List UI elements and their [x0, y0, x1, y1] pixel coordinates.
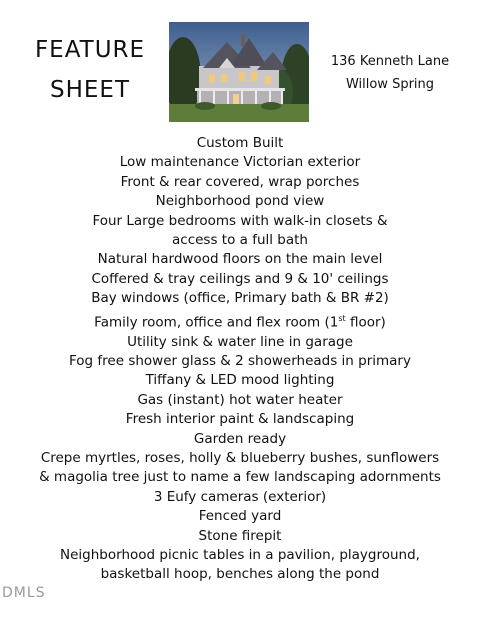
feature-item	[0, 309, 480, 333]
feature-item: Fog free shower glass & 2 showerheads in primary	[69, 352, 411, 369]
feature-item: Neighborhood picnic tables in a pavilion, playground,	[60, 547, 420, 564]
feature-item: Fenced yard	[198, 508, 282, 525]
feature-item: Garden ready	[193, 430, 287, 447]
title-line-2: SHEET	[49, 77, 130, 103]
feature-item: Coffered & tray ceilings and 9 & 10' ceilings	[91, 270, 389, 287]
feature-item: Bay windows (office, Primary bath & BR #2)	[91, 290, 389, 307]
feature-item: Tiffany & LED mood lighting	[145, 372, 335, 389]
feature-item: Stone firepit	[198, 527, 282, 544]
feature-item: Custom Built	[196, 135, 284, 151]
title-line-1: FEATURE	[34, 37, 146, 63]
property-address	[320, 50, 460, 96]
feature-item: Crepe myrtles, roses, holly & blueberry bushes, sunflowers	[40, 450, 440, 466]
feature-text-before: Family room, office and flex room (1	[94, 314, 339, 331]
feature-text-after: floor)	[345, 314, 386, 331]
feature-item: Four Large bedrooms with walk-in closets &	[92, 212, 388, 229]
feature-item: Gas (instant) hot water heater	[137, 391, 343, 408]
feature-item: 3 Eufy cameras (exterior)	[153, 488, 327, 505]
mls-watermark: DMLS	[2, 585, 46, 601]
house-photo	[169, 22, 309, 122]
feature-item: & magolia tree just to name a few landscaping adornments	[39, 469, 441, 486]
address-street: 136 Kenneth Lane	[330, 54, 450, 69]
feature-list	[0, 134, 480, 585]
feature-item: access to a full bath	[172, 232, 308, 249]
victorian-house-icon	[169, 22, 309, 122]
feature-item: Neighborhood pond view	[155, 193, 325, 210]
feature-superscript: st	[338, 313, 346, 323]
feature-item: Fresh interior paint & landscaping	[125, 411, 355, 428]
feature-item: Low maintenance Victorian exterior	[119, 154, 361, 171]
address-city: Willow Spring	[345, 77, 435, 92]
feature-item: Front & rear covered, wrap porches	[120, 173, 360, 190]
feature-item: basketball hoop, benches along the pond	[100, 566, 380, 583]
feature-item: Natural hardwood floors on the main level	[97, 251, 383, 268]
feature-item: Utility sink & water line in garage	[127, 333, 353, 350]
feature-sheet-title	[20, 30, 160, 110]
